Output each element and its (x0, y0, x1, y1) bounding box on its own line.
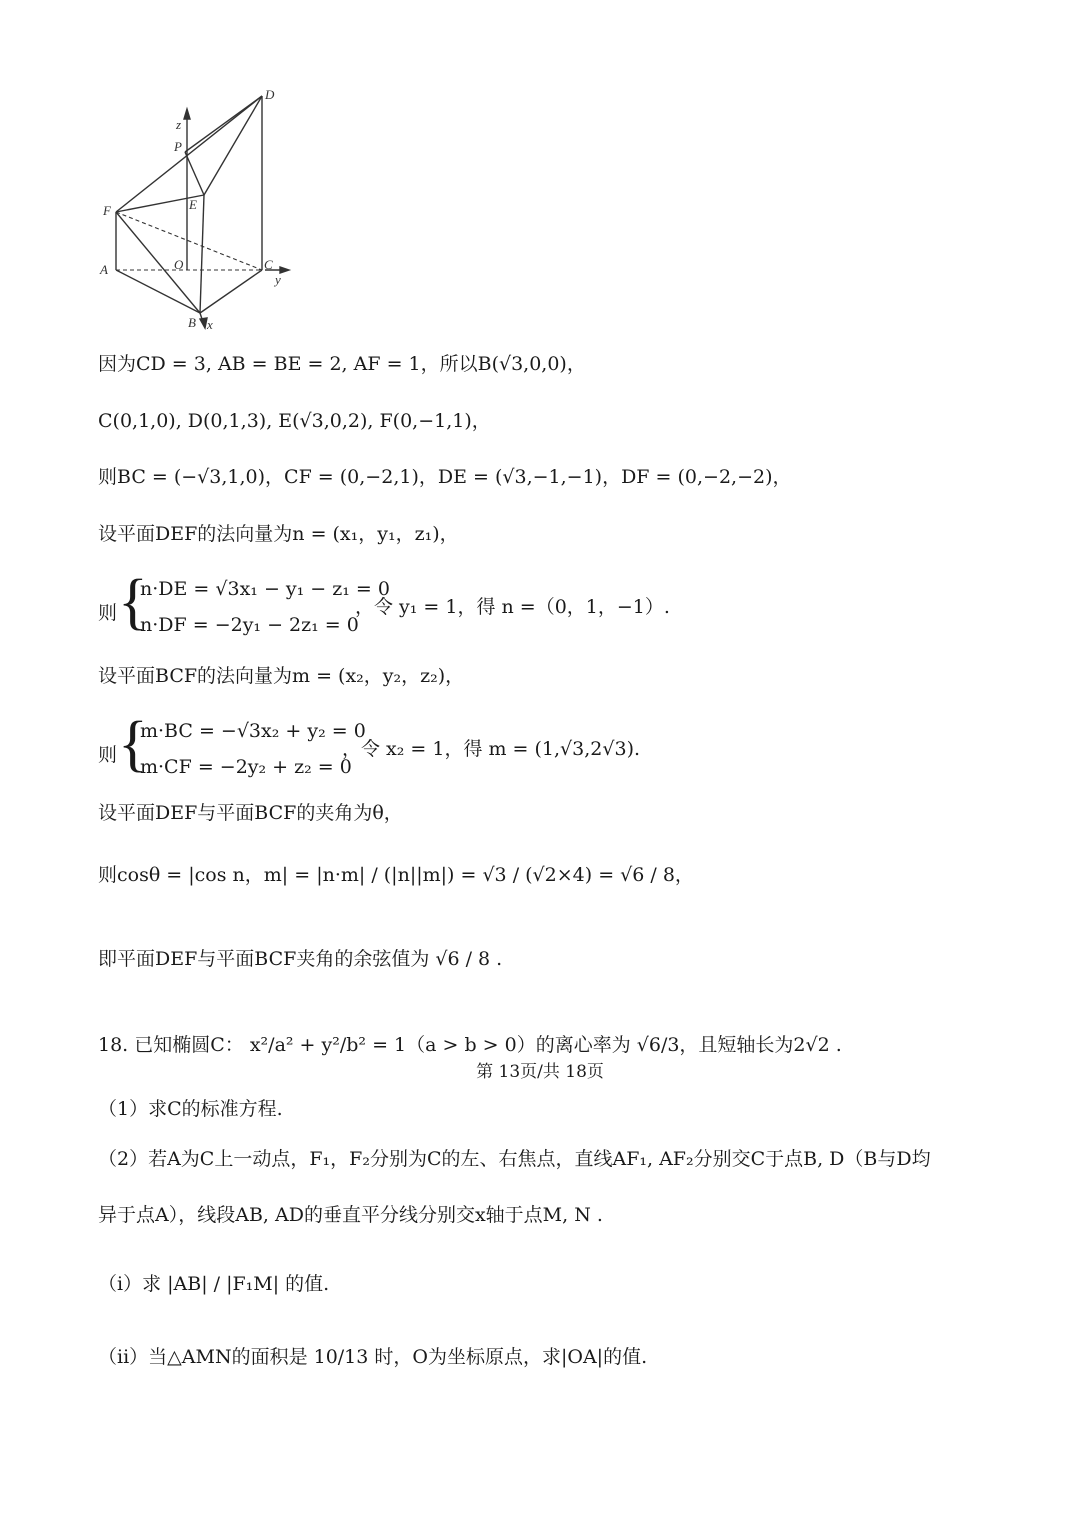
problem-18-statement: 18. 已知椭圆C： x²/a² + y²/b² = 1（a > b > 0）的离心率为 √6/3，且短轴长为2√2 . (98, 1034, 842, 1056)
label-D: D (265, 87, 275, 102)
label-z: z (176, 117, 182, 132)
line-coordinates-intro: 因为CD = 3, AB = BE = 2, AF = 1，所以B(√3,0,0)， (98, 353, 586, 375)
problem-18-part-1: （1）求C的标准方程. (98, 1098, 283, 1120)
system-2-result: ，令 x₂ = 1，得 m = (1,√3,2√3). (342, 738, 641, 760)
line-cosine-calc: 则cosθ = |cos n，m| = |n·m| / (|n||m|) = √3 / (√2×4) = √6 / 8， (98, 864, 694, 886)
label-O: O (174, 257, 184, 272)
line-angle-theta: 设平面DEF与平面BCF的夹角为θ， (98, 802, 403, 824)
brace-2: { (118, 710, 148, 778)
system-1-result: ，令 y₁ = 1，得 n =（0，1，−1）. (355, 596, 670, 618)
line-normal-m: 设平面BCF的法向量为m = (x₂，y₂，z₂)， (98, 665, 465, 687)
brace-1: { (118, 568, 148, 636)
system-1-eq1: n·DE = √3x₁ − y₁ − z₁ = 0 (140, 578, 390, 600)
line-coordinates: C(0,1,0), D(0,1,3), E(√3,0,2), F(0,−1,1)， (98, 410, 491, 432)
then-label-2: 则 (98, 744, 118, 766)
label-B: B (188, 315, 196, 330)
page-footer: 第 13页/共 18页 (476, 1062, 604, 1082)
label-C: C (264, 257, 273, 272)
then-label-1: 则 (98, 602, 118, 624)
problem-18-part-2-line2: 异于点A），线段AB, AD的垂直平分线分别交x轴于点M, N . (98, 1204, 603, 1226)
label-A: A (100, 262, 108, 277)
label-y: y (275, 272, 281, 287)
system-2-eq2: m·CF = −2y₂ + z₂ = 0 (140, 756, 352, 778)
problem-18-part-2-i: （i）求 |AB| / |F₁M| 的值. (98, 1273, 330, 1295)
system-1-eq2: n·DF = −2y₁ − 2z₁ = 0 (140, 614, 359, 636)
line-normal-n: 设平面DEF的法向量为n = (x₁，y₁，z₁)， (98, 523, 459, 545)
system-2-eq1: m·BC = −√3x₂ + y₂ = 0 (140, 720, 366, 742)
problem-18-part-2-ii: （ii）当△AMN的面积是 10/13 时，O为坐标原点，求|OA|的值. (98, 1346, 648, 1368)
line-vectors: 则BC = (−√3,1,0)，CF = (0,−2,1)，DE = (√3,−1,−1)，DF = (0,−2,−2)， (98, 466, 792, 488)
geometry-figure (90, 85, 300, 335)
problem-18-part-2-line1: （2）若A为C上一动点，F₁，F₂分别为C的左、右焦点，直线AF₁, AF₂分别交C于点B, D（B与D均 (98, 1148, 931, 1170)
label-x: x (207, 317, 213, 332)
label-E: E (189, 197, 197, 212)
line-conclusion: 即平面DEF与平面BCF夹角的余弦值为 √6 / 8 . (98, 948, 503, 970)
label-F: F (103, 203, 111, 218)
label-P: P (174, 139, 182, 154)
